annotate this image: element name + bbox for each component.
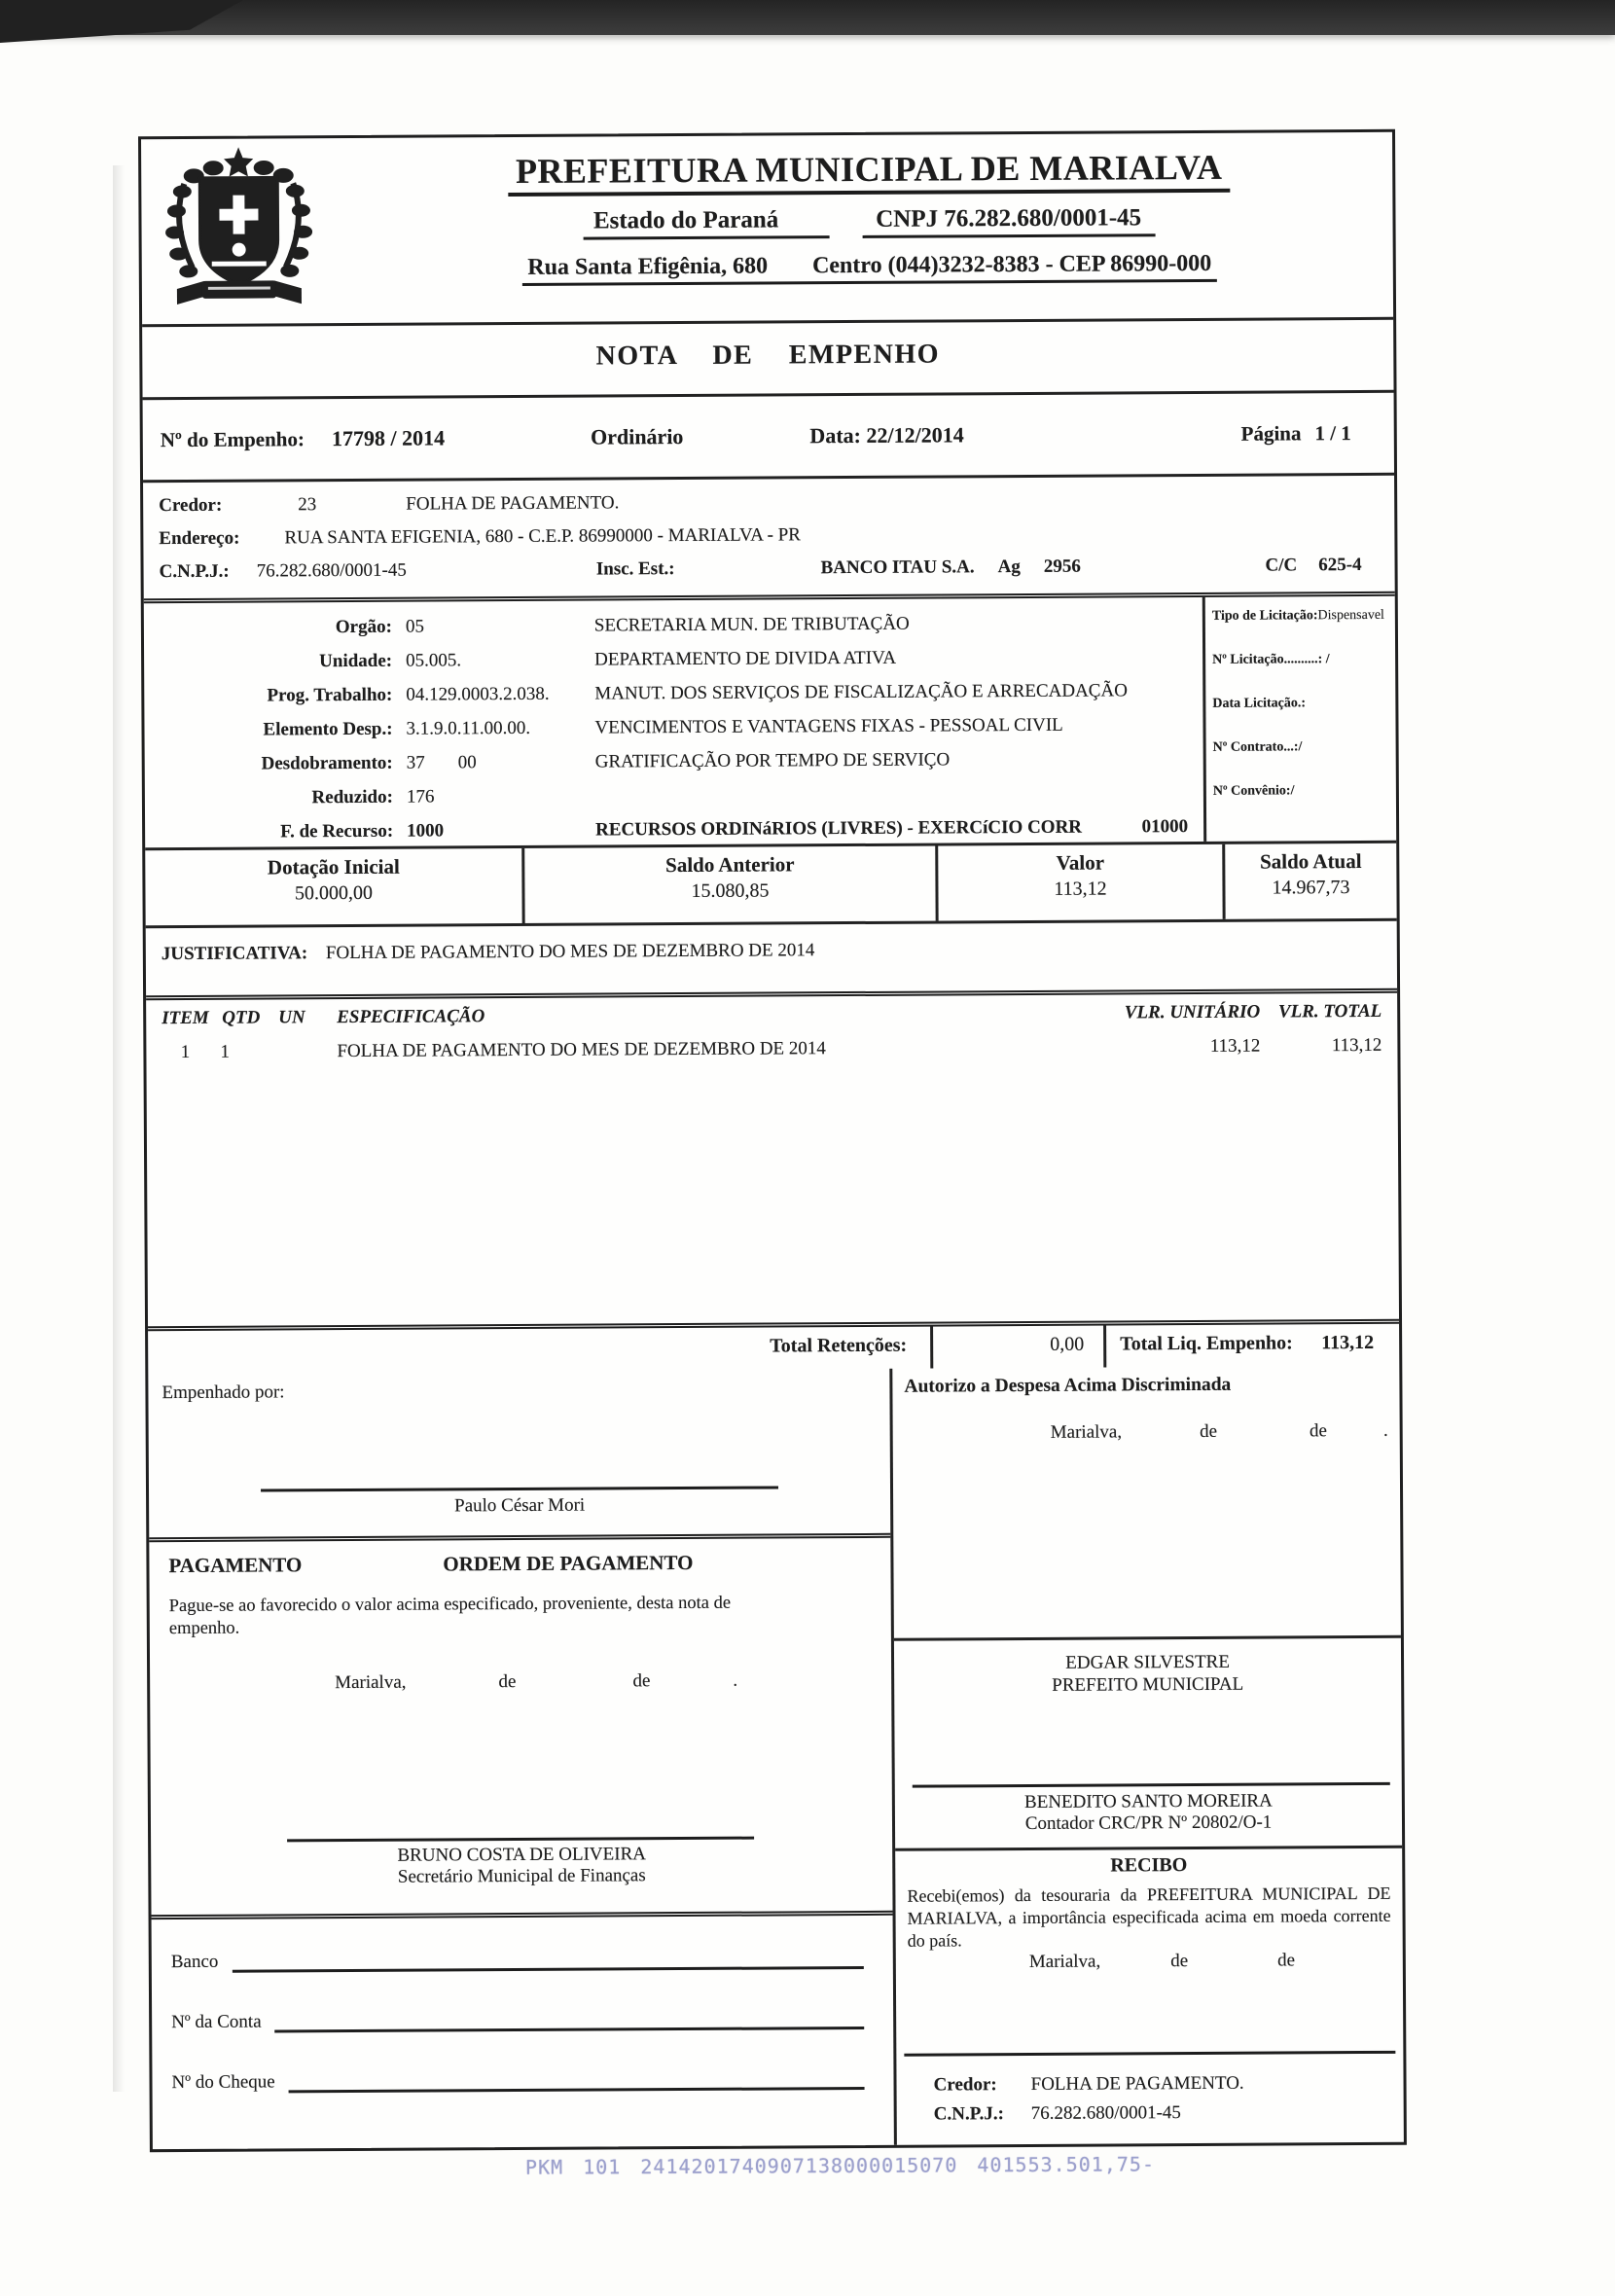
receipt-box (895, 1848, 1404, 2141)
check-number-field: Nº do Cheque (171, 2067, 864, 2094)
net-total-cell (1106, 1324, 1399, 1368)
budget-row-desdobramento: Desdobramento: 37 00 GRATIFICAÇÃO POR TEMPO DE SERVIÇO (261, 748, 951, 774)
date-value: 22/12/2014 (866, 422, 964, 448)
agency-label: Ag (997, 556, 1021, 578)
totals-row (148, 1319, 1399, 1373)
creditor-cnpj: 76.282.680/0001-45 (256, 559, 407, 582)
account-fill-line (275, 2007, 865, 2032)
payment-date-line: Marialva, de de . (335, 1669, 738, 1694)
receipt-creditor-name: FOLHA DE PAGAMENTO. (1030, 2072, 1244, 2095)
committed-by-box (148, 1369, 890, 1542)
scan-shadow-streak (113, 165, 125, 2092)
nota-de-empenho-document (138, 129, 1407, 2152)
mayor-role: PREFEITO MUNICIPAL (1052, 1673, 1244, 1696)
bank-validation-print: PKM 101 2414201740907138000015070 401553.501,75- (524, 2152, 1156, 2179)
items-table (146, 988, 1399, 1326)
accountant-signature: BENEDITO SANTO MOREIRA Contador CRC/PR Nº 20802/O-1 (1023, 1790, 1273, 1835)
signature-line (904, 2051, 1395, 2057)
scan-edge-band (0, 0, 1615, 35)
finance-secretary-signature: BRUNO COSTA DE OLIVEIRA Secretário Municipal de Finanças (397, 1844, 647, 1887)
address-street: Rua Santa Efigênia, 680 (527, 253, 769, 280)
cnpj-label: CNPJ 76.282.680/0001-45 (862, 204, 1155, 238)
contract-number-row: Nº Contrato...:/ (1212, 739, 1303, 755)
right-signature-column (889, 1366, 1404, 2145)
left-signature-column (148, 1369, 894, 2149)
account-label: C/C (1265, 555, 1298, 576)
current-balance-cell: Saldo Atual 14.967,73 (1260, 849, 1362, 899)
creditor-cnpj-label: C.N.P.J.: (159, 560, 230, 583)
items-table-header: ITEM QTD UN ESPECIFICAÇÃO VLR. UNITÁRIO VLR. TOTAL (162, 1000, 1382, 1029)
bank-fields-box (152, 1916, 894, 2149)
address-label: Endereço: (159, 527, 240, 550)
receipt-cnpj-label: C.N.P.J.: (933, 2103, 1004, 2125)
budget-row-orgao: Orgão: 05 SECRETARIA MUN. DE TRIBUTAÇÃO (335, 613, 910, 637)
empenho-number-label: Nº do Empenho: (160, 426, 305, 451)
payment-order-title: ORDEM DE PAGAMENTO (443, 1550, 694, 1576)
bank-field: Banco (171, 1947, 864, 1973)
empenho-number: 17798 / 2014 (331, 425, 446, 451)
page-label: Página (1240, 420, 1302, 446)
bidding-type-row: Tipo de Licitação:Dispensavel (1211, 607, 1384, 624)
authorization-date-line: Marialva, de de . (1050, 1419, 1388, 1443)
budget-row-prog-trabalho: Prog. Trabalho: 04.129.0003.2.038. MANUT. DOS SERVIÇOS DE FISCALIZAÇÃO E ARRECADAÇÃO (267, 679, 1128, 705)
budget-row-unidade: Unidade: 05.005. DEPARTAMENTO DE DIVIDA ATIVA (319, 647, 897, 671)
agreement-number-row: Nº Convênio:/ (1212, 783, 1295, 799)
account-number-field: Nº da Conta (171, 2007, 864, 2033)
bank-fill-line (232, 1947, 864, 1973)
state-label: Estado do Paraná (584, 206, 829, 239)
account-number: 625-4 (1318, 554, 1362, 576)
signatures-section (148, 1366, 1404, 2149)
state-registration-label: Insc. Est.: (595, 558, 675, 580)
receipt-title: RECIBO (1110, 1854, 1188, 1877)
check-fill-line (289, 2067, 865, 2093)
creditor-address: RUA SANTA EFIGENIA, 680 - C.E.P. 86990000 - MARIALVA - PR (284, 524, 802, 549)
page-value: 1 / 1 (1314, 420, 1351, 445)
budget-row-elemento: Elemento Desp.: 3.1.9.0.11.00.00. VENCIMENTOS E VANTAGENS FIXAS - PESSOAL CIVIL (263, 714, 1063, 740)
net-total-label: Total Liq. Empenho: (1120, 1332, 1293, 1355)
empenho-type: Ordinário (590, 424, 684, 449)
creditor-label: Credor: (159, 494, 223, 517)
balances-band (145, 841, 1396, 925)
value-cell: Valor 113,12 (938, 844, 1225, 921)
justification-text: FOLHA DE PAGAMENTO DO MES DE DEZEMBRO DE 2014 (325, 940, 815, 964)
document-header (141, 132, 1393, 324)
bidding-info-panel (1202, 596, 1396, 842)
creditor-block (143, 473, 1395, 598)
signature-line (287, 1837, 754, 1843)
date-label: Data: (809, 422, 862, 448)
bank-name: BANCO ITAU S.A. (820, 556, 975, 579)
header-text-block (345, 132, 1393, 287)
header-state-cnpj-line (345, 203, 1392, 241)
receipt-cnpj: 76.282.680/0001-45 (1030, 2102, 1181, 2124)
municipality-title: PREFEITURA MUNICIPAL DE MARIALVA (508, 147, 1231, 197)
justification-row (146, 918, 1397, 995)
marialva-coat-of-arms-icon (155, 144, 323, 318)
mayor-name: EDGAR SILVESTRE (1065, 1651, 1231, 1673)
committed-by-name: Paulo César Mori (454, 1494, 586, 1517)
creditor-cnpj-row (159, 549, 1379, 589)
committed-by-label: Empenhado por: (162, 1381, 285, 1404)
creditor-code: 23 (298, 494, 317, 516)
address-rest: Centro (044)3232-8383 - CEP 86990-000 (811, 250, 1212, 279)
document-title: NOTA DE EMPENHO (595, 339, 941, 372)
document-title-band (142, 317, 1393, 397)
budget-rows (144, 597, 1203, 847)
retentions-total-value: 0,00 (933, 1326, 1106, 1369)
payment-order-box (149, 1538, 892, 1919)
previous-balance-cell: Saldo Anterior 15.080,85 (524, 846, 938, 923)
retentions-total-label: Total Retenções: (148, 1327, 933, 1374)
justification-label: JUSTIFICATIVA: (161, 943, 308, 965)
item-row: 1 1 FOLHA DE PAGAMENTO DO MES DE DEZEMBRO DE 2014 113,12 113,12 (180, 1034, 1382, 1062)
mayor-signature-box (894, 1638, 1402, 1851)
authorization-title: Autorizo a Despesa Acima Discriminada (904, 1374, 1232, 1397)
bidding-date-row: Data Licitação.: (1212, 696, 1307, 711)
creditor-name: FOLHA DE PAGAMENTO. (406, 492, 620, 515)
receipt-date-line: Marialva, de de (1028, 1950, 1296, 1973)
receipt-creditor-label: Credor: (933, 2074, 997, 2096)
empenho-number-row (143, 390, 1394, 480)
payment-order-text: Pague-se ao favorecido o valor acima especificado, proveniente, desta nota de empenho. (168, 1593, 732, 1639)
net-total-value: 113,12 (1321, 1331, 1375, 1354)
payment-title: PAGAMENTO (168, 1553, 303, 1578)
agency-number: 2956 (1043, 556, 1081, 577)
budget-row-fonte-recurso: F. de Recurso: 1000 RECURSOS ORDINáRIOS (LIVRES) - EXERCíCIO CORR 01000 (280, 815, 1189, 842)
header-address-line (346, 250, 1393, 287)
initial-allocation-cell: Dotação Inicial 50.000,00 (145, 848, 524, 925)
receipt-text: Recebi(emos) da tesouraria da PREFEITURA MUNICIPAL DE MARIALVA, a importância especificada acima em moeda corrente do país. (907, 1883, 1391, 1951)
budget-classification-section (144, 592, 1396, 847)
signature-line (913, 1782, 1390, 1788)
budget-row-reduzido: Reduzido: 176 (311, 785, 435, 807)
bidding-number-row: Nº Licitação..........: / (1212, 652, 1330, 667)
signature-line (261, 1486, 778, 1491)
receipt-creditor-block (934, 2068, 1404, 2130)
authorization-box (892, 1366, 1401, 1641)
